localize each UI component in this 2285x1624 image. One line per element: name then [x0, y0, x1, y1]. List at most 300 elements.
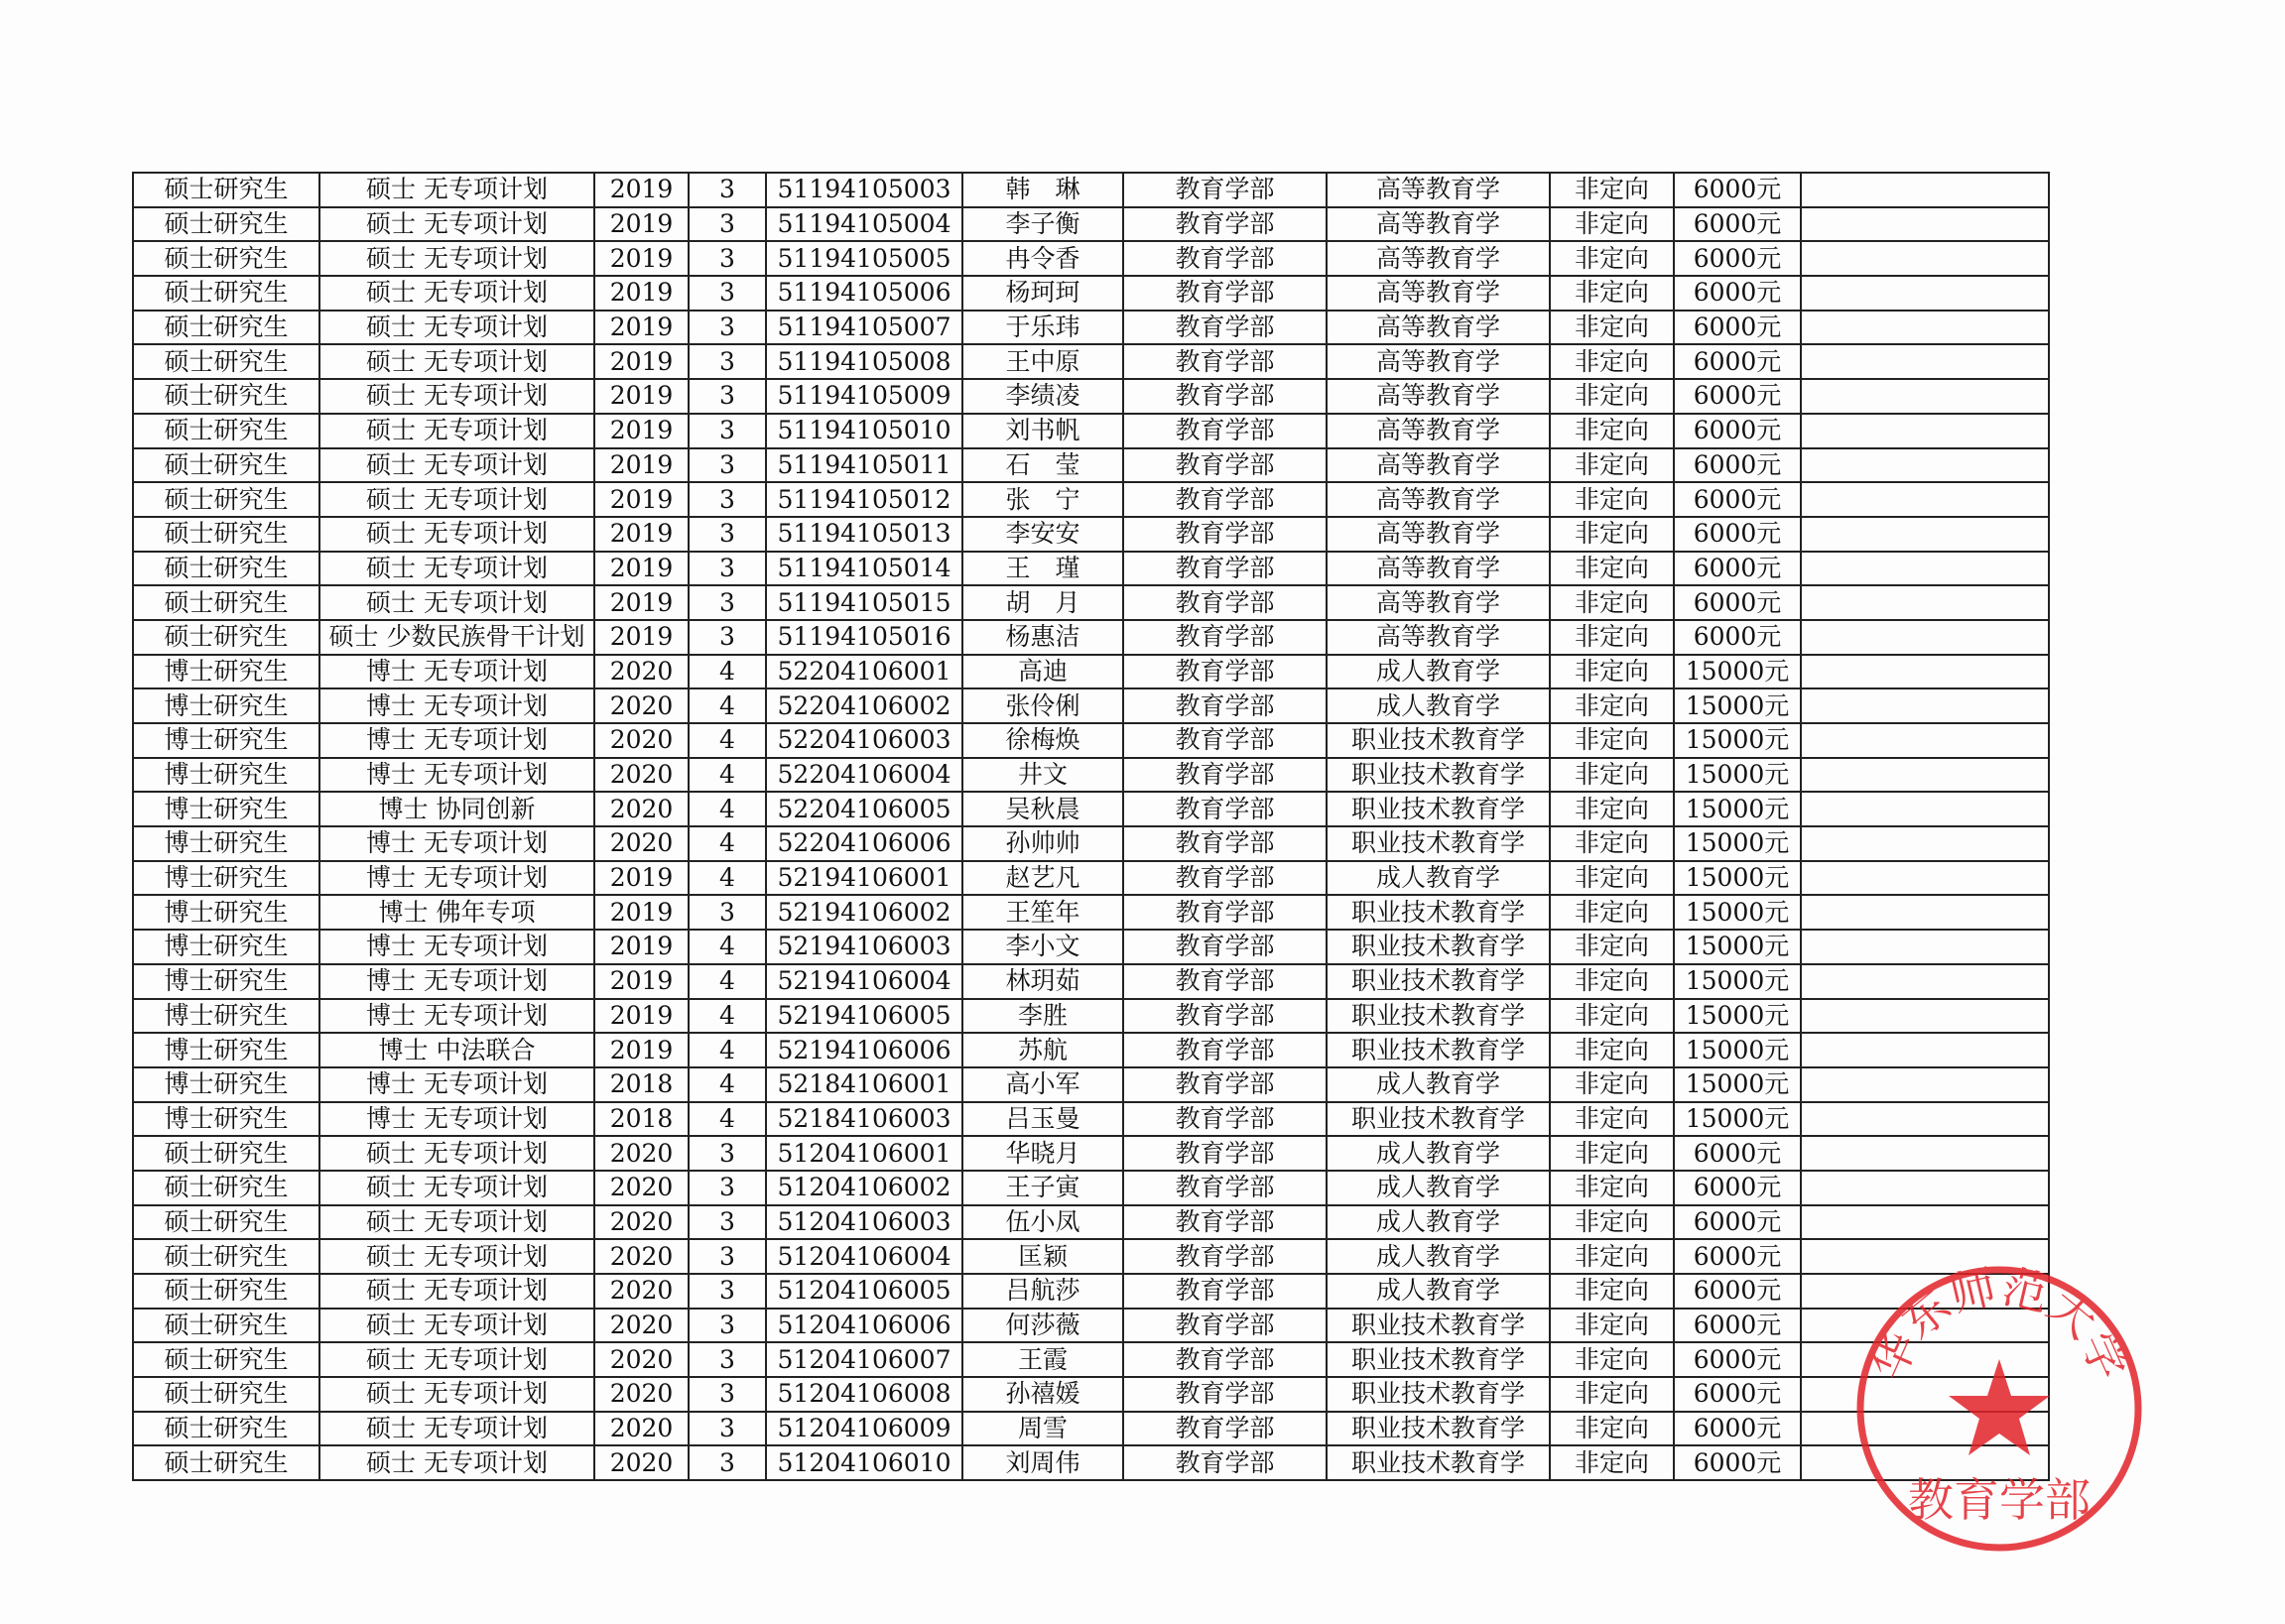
cell-duration: 3 — [689, 1274, 766, 1309]
cell-student-id: 52204106004 — [766, 758, 962, 793]
cell-plan: 博士 无专项计划 — [319, 758, 594, 793]
table-row — [133, 448, 2049, 483]
cell-plan: 硕士 无专项计划 — [319, 1171, 594, 1205]
table-row — [133, 1309, 2049, 1343]
cell-department: 教育学部 — [1123, 826, 1327, 861]
cell-department: 教育学部 — [1123, 1309, 1327, 1343]
cell-duration: 3 — [689, 552, 766, 586]
cell-student-type: 硕士研究生 — [133, 1309, 319, 1343]
cell-fee: 15000元 — [1674, 964, 1801, 999]
cell-student-id: 52194106004 — [766, 964, 962, 999]
cell-student-id: 51194105008 — [766, 344, 962, 379]
cell-duration: 3 — [689, 1377, 766, 1412]
cell-department: 教育学部 — [1123, 1205, 1327, 1240]
cell-plan: 硕士 无专项计划 — [319, 1274, 594, 1309]
cell-department: 教育学部 — [1123, 999, 1327, 1034]
cell-notes — [1801, 620, 2049, 655]
cell-name: 张伶俐 — [962, 688, 1123, 723]
cell-plan: 硕士 无专项计划 — [319, 173, 594, 207]
cell-plan: 博士 无专项计划 — [319, 964, 594, 999]
cell-plan: 博士 无专项计划 — [319, 655, 594, 689]
cell-plan: 硕士 无专项计划 — [319, 1309, 594, 1343]
cell-major: 高等教育学 — [1327, 311, 1550, 345]
cell-year: 2019 — [594, 861, 689, 896]
table-row — [133, 758, 2049, 793]
cell-major: 高等教育学 — [1327, 552, 1550, 586]
cell-year: 2019 — [594, 1033, 689, 1067]
cell-department: 教育学部 — [1123, 895, 1327, 930]
cell-year: 2018 — [594, 1067, 689, 1102]
cell-duration: 3 — [689, 1171, 766, 1205]
table-row — [133, 655, 2049, 689]
cell-department: 教育学部 — [1123, 1102, 1327, 1137]
cell-orientation: 非定向 — [1550, 895, 1674, 930]
cell-student-id: 52194106005 — [766, 999, 962, 1034]
cell-plan: 硕士 无专项计划 — [319, 414, 594, 448]
cell-student-type: 硕士研究生 — [133, 1239, 319, 1274]
cell-student-id: 51194105011 — [766, 448, 962, 483]
cell-orientation: 非定向 — [1550, 517, 1674, 552]
cell-notes — [1801, 379, 2049, 414]
cell-duration: 3 — [689, 448, 766, 483]
table-row — [133, 1445, 2049, 1480]
cell-department: 教育学部 — [1123, 1445, 1327, 1480]
cell-plan: 硕士 无专项计划 — [319, 1445, 594, 1480]
cell-orientation: 非定向 — [1550, 930, 1674, 964]
cell-major: 职业技术教育学 — [1327, 758, 1550, 793]
cell-notes — [1801, 1033, 2049, 1067]
cell-notes — [1801, 414, 2049, 448]
cell-year: 2020 — [594, 1274, 689, 1309]
cell-year: 2018 — [594, 1102, 689, 1137]
cell-student-id: 52204106005 — [766, 792, 962, 826]
cell-major: 职业技术教育学 — [1327, 1033, 1550, 1067]
cell-year: 2019 — [594, 585, 689, 620]
cell-orientation: 非定向 — [1550, 1309, 1674, 1343]
cell-name: 王子寅 — [962, 1171, 1123, 1205]
cell-name: 吕航莎 — [962, 1274, 1123, 1309]
cell-student-type: 硕士研究生 — [133, 344, 319, 379]
cell-student-id: 51194105007 — [766, 311, 962, 345]
cell-fee: 6000元 — [1674, 620, 1801, 655]
cell-year: 2019 — [594, 517, 689, 552]
cell-notes — [1801, 1067, 2049, 1102]
cell-student-type: 博士研究生 — [133, 723, 319, 758]
cell-name: 吕玉曼 — [962, 1102, 1123, 1137]
cell-department: 教育学部 — [1123, 1377, 1327, 1412]
cell-plan: 博士 无专项计划 — [319, 826, 594, 861]
cell-name: 吴秋晨 — [962, 792, 1123, 826]
cell-plan: 博士 无专项计划 — [319, 930, 594, 964]
cell-student-id: 51194105014 — [766, 552, 962, 586]
cell-duration: 3 — [689, 895, 766, 930]
cell-year: 2019 — [594, 414, 689, 448]
cell-name: 何莎薇 — [962, 1309, 1123, 1343]
cell-student-type: 博士研究生 — [133, 688, 319, 723]
cell-name: 苏航 — [962, 1033, 1123, 1067]
cell-duration: 3 — [689, 585, 766, 620]
cell-student-type: 硕士研究生 — [133, 1274, 319, 1309]
cell-year: 2019 — [594, 620, 689, 655]
cell-notes — [1801, 758, 2049, 793]
cell-name: 王霞 — [962, 1342, 1123, 1377]
cell-duration: 4 — [689, 1102, 766, 1137]
cell-student-type: 博士研究生 — [133, 758, 319, 793]
cell-student-id: 51194105013 — [766, 517, 962, 552]
cell-major: 成人教育学 — [1327, 861, 1550, 896]
cell-year: 2020 — [594, 655, 689, 689]
cell-name: 王中原 — [962, 344, 1123, 379]
cell-student-type: 硕士研究生 — [133, 448, 319, 483]
cell-major: 高等教育学 — [1327, 517, 1550, 552]
cell-name: 刘书帆 — [962, 414, 1123, 448]
cell-plan: 硕士 无专项计划 — [319, 585, 594, 620]
cell-orientation: 非定向 — [1550, 1205, 1674, 1240]
table-row — [133, 276, 2049, 311]
cell-fee: 15000元 — [1674, 655, 1801, 689]
cell-major: 高等教育学 — [1327, 482, 1550, 517]
cell-name: 华晓月 — [962, 1136, 1123, 1171]
cell-department: 教育学部 — [1123, 379, 1327, 414]
cell-year: 2020 — [594, 1136, 689, 1171]
cell-orientation: 非定向 — [1550, 1377, 1674, 1412]
cell-department: 教育学部 — [1123, 1239, 1327, 1274]
cell-department: 教育学部 — [1123, 1136, 1327, 1171]
table-row — [133, 482, 2049, 517]
cell-name: 王 瑾 — [962, 552, 1123, 586]
cell-orientation: 非定向 — [1550, 655, 1674, 689]
cell-name: 伍小凤 — [962, 1205, 1123, 1240]
cell-notes — [1801, 1102, 2049, 1137]
cell-orientation: 非定向 — [1550, 207, 1674, 242]
cell-notes — [1801, 964, 2049, 999]
cell-orientation: 非定向 — [1550, 311, 1674, 345]
cell-department: 教育学部 — [1123, 276, 1327, 311]
cell-plan: 硕士 无专项计划 — [319, 276, 594, 311]
cell-year: 2019 — [594, 241, 689, 276]
cell-student-id: 51194105006 — [766, 276, 962, 311]
cell-notes — [1801, 1171, 2049, 1205]
table-row — [133, 620, 2049, 655]
cell-student-type: 硕士研究生 — [133, 1377, 319, 1412]
cell-duration: 3 — [689, 1205, 766, 1240]
cell-fee: 15000元 — [1674, 1102, 1801, 1137]
cell-student-type: 硕士研究生 — [133, 207, 319, 242]
cell-major: 高等教育学 — [1327, 276, 1550, 311]
cell-student-type: 博士研究生 — [133, 1067, 319, 1102]
table-row — [133, 1342, 2049, 1377]
cell-student-id: 52194106003 — [766, 930, 962, 964]
cell-student-type: 硕士研究生 — [133, 173, 319, 207]
cell-major: 高等教育学 — [1327, 448, 1550, 483]
cell-student-type: 硕士研究生 — [133, 276, 319, 311]
cell-major: 高等教育学 — [1327, 585, 1550, 620]
cell-fee: 6000元 — [1674, 1342, 1801, 1377]
cell-notes — [1801, 688, 2049, 723]
cell-plan: 博士 中法联合 — [319, 1033, 594, 1067]
cell-notes — [1801, 482, 2049, 517]
cell-year: 2020 — [594, 1205, 689, 1240]
cell-student-type: 博士研究生 — [133, 999, 319, 1034]
cell-duration: 3 — [689, 311, 766, 345]
cell-fee: 15000元 — [1674, 1067, 1801, 1102]
cell-student-id: 51204106002 — [766, 1171, 962, 1205]
cell-fee: 15000元 — [1674, 895, 1801, 930]
cell-student-type: 硕士研究生 — [133, 414, 319, 448]
cell-department: 教育学部 — [1123, 517, 1327, 552]
cell-student-id: 52194106006 — [766, 1033, 962, 1067]
cell-fee: 6000元 — [1674, 552, 1801, 586]
cell-fee: 6000元 — [1674, 1309, 1801, 1343]
cell-plan: 硕士 无专项计划 — [319, 1377, 594, 1412]
cell-orientation: 非定向 — [1550, 688, 1674, 723]
cell-fee: 15000元 — [1674, 723, 1801, 758]
cell-major: 职业技术教育学 — [1327, 999, 1550, 1034]
cell-fee: 6000元 — [1674, 517, 1801, 552]
cell-student-id: 51194105016 — [766, 620, 962, 655]
cell-orientation: 非定向 — [1550, 1136, 1674, 1171]
cell-major: 高等教育学 — [1327, 241, 1550, 276]
cell-major: 职业技术教育学 — [1327, 1377, 1550, 1412]
cell-major: 高等教育学 — [1327, 620, 1550, 655]
cell-duration: 3 — [689, 241, 766, 276]
cell-duration: 4 — [689, 826, 766, 861]
cell-orientation: 非定向 — [1550, 1171, 1674, 1205]
cell-year: 2019 — [594, 207, 689, 242]
cell-year: 2020 — [594, 1445, 689, 1480]
table-row — [133, 344, 2049, 379]
cell-notes — [1801, 448, 2049, 483]
cell-student-id: 51204106008 — [766, 1377, 962, 1412]
cell-name: 李绩凌 — [962, 379, 1123, 414]
cell-duration: 4 — [689, 758, 766, 793]
cell-major: 职业技术教育学 — [1327, 1102, 1550, 1137]
table-row — [133, 792, 2049, 826]
cell-student-id: 52194106002 — [766, 895, 962, 930]
cell-name: 孙禧媛 — [962, 1377, 1123, 1412]
cell-department: 教育学部 — [1123, 173, 1327, 207]
table-row — [133, 861, 2049, 896]
cell-name: 李胜 — [962, 999, 1123, 1034]
table-row — [133, 1377, 2049, 1412]
table-row — [133, 1102, 2049, 1137]
table-row — [133, 1412, 2049, 1446]
cell-notes — [1801, 552, 2049, 586]
cell-duration: 4 — [689, 964, 766, 999]
cell-duration: 4 — [689, 861, 766, 896]
cell-fee: 6000元 — [1674, 241, 1801, 276]
cell-department: 教育学部 — [1123, 1342, 1327, 1377]
cell-department: 教育学部 — [1123, 1067, 1327, 1102]
cell-duration: 3 — [689, 276, 766, 311]
cell-year: 2020 — [594, 1309, 689, 1343]
cell-department: 教育学部 — [1123, 1412, 1327, 1446]
cell-orientation: 非定向 — [1550, 552, 1674, 586]
cell-student-id: 52204106003 — [766, 723, 962, 758]
cell-fee: 15000元 — [1674, 930, 1801, 964]
cell-notes — [1801, 792, 2049, 826]
cell-duration: 3 — [689, 620, 766, 655]
cell-student-id: 52194106001 — [766, 861, 962, 896]
cell-student-id: 51204106005 — [766, 1274, 962, 1309]
cell-notes — [1801, 276, 2049, 311]
cell-major: 成人教育学 — [1327, 1205, 1550, 1240]
cell-name: 周雪 — [962, 1412, 1123, 1446]
cell-duration: 3 — [689, 344, 766, 379]
cell-major: 职业技术教育学 — [1327, 826, 1550, 861]
cell-plan: 博士 无专项计划 — [319, 723, 594, 758]
cell-orientation: 非定向 — [1550, 482, 1674, 517]
cell-student-type: 硕士研究生 — [133, 620, 319, 655]
cell-plan: 硕士 无专项计划 — [319, 552, 594, 586]
cell-plan: 硕士 无专项计划 — [319, 1136, 594, 1171]
cell-major: 成人教育学 — [1327, 1136, 1550, 1171]
cell-duration: 3 — [689, 1342, 766, 1377]
cell-department: 教育学部 — [1123, 655, 1327, 689]
cell-orientation: 非定向 — [1550, 758, 1674, 793]
cell-orientation: 非定向 — [1550, 964, 1674, 999]
cell-student-type: 硕士研究生 — [133, 517, 319, 552]
cell-year: 2019 — [594, 448, 689, 483]
cell-year: 2019 — [594, 482, 689, 517]
cell-student-type: 硕士研究生 — [133, 1412, 319, 1446]
cell-fee: 15000元 — [1674, 861, 1801, 896]
cell-plan: 博士 无专项计划 — [319, 1102, 594, 1137]
cell-student-type: 博士研究生 — [133, 1033, 319, 1067]
cell-plan: 硕士 无专项计划 — [319, 379, 594, 414]
cell-orientation: 非定向 — [1550, 999, 1674, 1034]
cell-fee: 6000元 — [1674, 448, 1801, 483]
cell-year: 2019 — [594, 311, 689, 345]
cell-plan: 硕士 无专项计划 — [319, 207, 594, 242]
cell-plan: 硕士 少数民族骨干计划 — [319, 620, 594, 655]
cell-student-type: 硕士研究生 — [133, 1171, 319, 1205]
cell-student-type: 硕士研究生 — [133, 241, 319, 276]
cell-name: 林玥茹 — [962, 964, 1123, 999]
cell-fee: 15000元 — [1674, 688, 1801, 723]
cell-name: 孙帅帅 — [962, 826, 1123, 861]
cell-fee: 6000元 — [1674, 1445, 1801, 1480]
cell-department: 教育学部 — [1123, 688, 1327, 723]
cell-plan: 博士 无专项计划 — [319, 1067, 594, 1102]
cell-duration: 3 — [689, 517, 766, 552]
cell-plan: 硕士 无专项计划 — [319, 1239, 594, 1274]
cell-major: 高等教育学 — [1327, 379, 1550, 414]
cell-duration: 4 — [689, 1033, 766, 1067]
cell-notes — [1801, 311, 2049, 345]
table-row — [133, 585, 2049, 620]
table-row — [133, 552, 2049, 586]
cell-name: 王笙年 — [962, 895, 1123, 930]
cell-student-type: 博士研究生 — [133, 1102, 319, 1137]
cell-notes — [1801, 930, 2049, 964]
cell-student-id: 52204106002 — [766, 688, 962, 723]
cell-name: 胡 月 — [962, 585, 1123, 620]
cell-student-id: 51194105004 — [766, 207, 962, 242]
cell-major: 高等教育学 — [1327, 414, 1550, 448]
cell-notes — [1801, 344, 2049, 379]
cell-fee: 6000元 — [1674, 1377, 1801, 1412]
cell-year: 2019 — [594, 999, 689, 1034]
cell-duration: 3 — [689, 414, 766, 448]
cell-student-id: 51194105009 — [766, 379, 962, 414]
cell-fee: 6000元 — [1674, 207, 1801, 242]
cell-student-type: 硕士研究生 — [133, 1136, 319, 1171]
table-row — [133, 414, 2049, 448]
cell-department: 教育学部 — [1123, 448, 1327, 483]
cell-name: 高小军 — [962, 1067, 1123, 1102]
cell-fee: 6000元 — [1674, 1274, 1801, 1309]
cell-duration: 4 — [689, 792, 766, 826]
cell-year: 2020 — [594, 758, 689, 793]
cell-student-id: 51194105015 — [766, 585, 962, 620]
cell-notes — [1801, 655, 2049, 689]
cell-department: 教育学部 — [1123, 414, 1327, 448]
seal-graphic — [1850, 1260, 2148, 1558]
cell-student-id: 52204106001 — [766, 655, 962, 689]
table-row — [133, 1239, 2049, 1274]
cell-year: 2020 — [594, 1239, 689, 1274]
cell-orientation: 非定向 — [1550, 276, 1674, 311]
student-table — [132, 172, 2050, 1481]
cell-major: 高等教育学 — [1327, 207, 1550, 242]
cell-major: 成人教育学 — [1327, 655, 1550, 689]
cell-orientation: 非定向 — [1550, 379, 1674, 414]
cell-student-type: 博士研究生 — [133, 964, 319, 999]
cell-name: 李子衡 — [962, 207, 1123, 242]
table-row — [133, 723, 2049, 758]
cell-plan: 博士 无专项计划 — [319, 999, 594, 1034]
cell-student-type: 博士研究生 — [133, 655, 319, 689]
table-row — [133, 379, 2049, 414]
cell-student-type: 硕士研究生 — [133, 585, 319, 620]
cell-student-id: 51204106004 — [766, 1239, 962, 1274]
cell-plan: 硕士 无专项计划 — [319, 241, 594, 276]
cell-name: 井文 — [962, 758, 1123, 793]
cell-name: 于乐玮 — [962, 311, 1123, 345]
cell-student-id: 51204106001 — [766, 1136, 962, 1171]
cell-duration: 3 — [689, 1309, 766, 1343]
cell-student-type: 硕士研究生 — [133, 1445, 319, 1480]
cell-orientation: 非定向 — [1550, 344, 1674, 379]
cell-plan: 博士 无专项计划 — [319, 861, 594, 896]
table-row — [133, 517, 2049, 552]
cell-department: 教育学部 — [1123, 482, 1327, 517]
cell-major: 职业技术教育学 — [1327, 895, 1550, 930]
cell-duration: 3 — [689, 1136, 766, 1171]
cell-name: 李小文 — [962, 930, 1123, 964]
cell-fee: 6000元 — [1674, 482, 1801, 517]
cell-year: 2019 — [594, 276, 689, 311]
cell-student-type: 硕士研究生 — [133, 1342, 319, 1377]
cell-year: 2020 — [594, 826, 689, 861]
table-row — [133, 930, 2049, 964]
cell-student-id: 51204106009 — [766, 1412, 962, 1446]
cell-department: 教育学部 — [1123, 620, 1327, 655]
cell-major: 职业技术教育学 — [1327, 1412, 1550, 1446]
table-row — [133, 999, 2049, 1034]
cell-fee: 6000元 — [1674, 1412, 1801, 1446]
cell-orientation: 非定向 — [1550, 861, 1674, 896]
cell-fee: 6000元 — [1674, 1239, 1801, 1274]
cell-year: 2019 — [594, 344, 689, 379]
cell-year: 2019 — [594, 964, 689, 999]
cell-orientation: 非定向 — [1550, 1412, 1674, 1446]
cell-student-id: 52204106006 — [766, 826, 962, 861]
cell-student-id: 51194105010 — [766, 414, 962, 448]
table-row — [133, 895, 2049, 930]
cell-major: 成人教育学 — [1327, 1274, 1550, 1309]
